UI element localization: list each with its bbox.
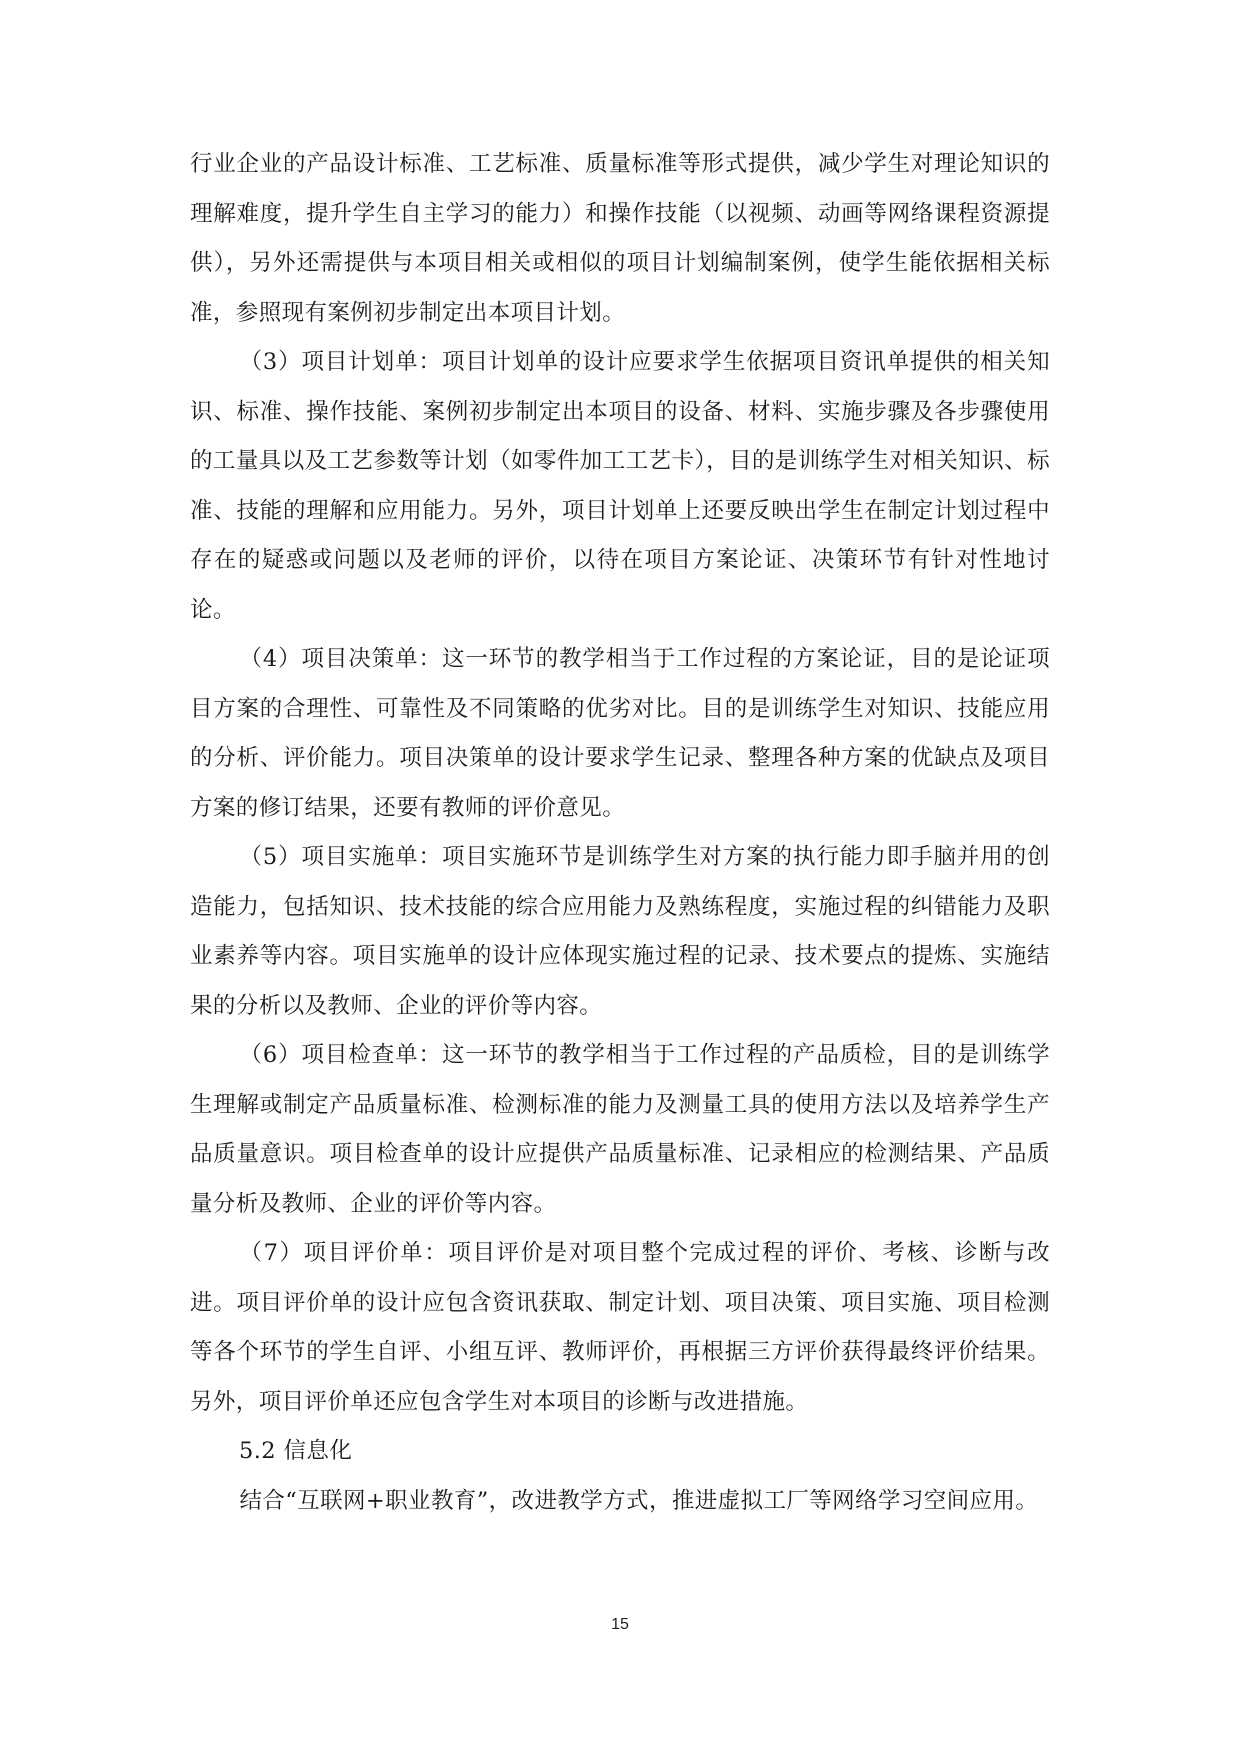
paragraph-informatization: 结合“互联网+职业教育”，改进教学方式，推进虚拟工厂等网络学习空间应用。 xyxy=(239,1487,1039,1514)
paragraph-project-evaluation-sheet: （7）项目评价单：项目评价是对项目整个完成过程的评价、考核、诊断与改进。项目评价单的设计应包含资讯获取、制定计划、项目决策、项目实施、项目检测等各个环节的学生自评、小组互评、教师评价，再根据三方评价获得最终评价结果。另外，项目评价单还应包含学生对本项目的诊断与改进措施。 xyxy=(190,1240,1050,1415)
paragraph-continued: 行业企业的产品设计标准、工艺标准、质量标准等形式提供，减少学生对理论知识的理解难度，提升学生自主学习的能力）和操作技能（以视频、动画等网络课程资源提供），另外还需提供与本项目相关或相似的项目计划编制案例，使学生能依据相关标准，参照现有案例初步制定出本项目计划。 xyxy=(190,151,1050,326)
paragraph-project-inspection-sheet: （6）项目检查单：这一环节的教学相当于工作过程的产品质检，目的是训练学生理解或制定产品质量标准、检测标准的能力及测量工具的使用方法以及培养学生产品质量意识。项目检查单的设计应提供产品质量标准、记录相应的检测结果、产品质量分析及教师、企业的评价等内容。 xyxy=(190,1042,1050,1217)
paragraph-project-decision-sheet: （4）项目决策单：这一环节的教学相当于工作过程的方案论证，目的是论证项目方案的合理性、可靠性及不同策略的优劣对比。目的是训练学生对知识、技能应用的分析、评价能力。项目决策单的设计要求学生记录、整理各种方案的优缺点及项目方案的修订结果，还要有教师的评价意见。 xyxy=(190,646,1050,821)
page-number: 15 xyxy=(611,1616,629,1633)
section-heading: 5.2 信息化 xyxy=(239,1438,353,1464)
paragraph-project-implementation-sheet: （5）项目实施单：项目实施环节是训练学生对方案的执行能力即手脑并用的创造能力，包括知识、技术技能的综合应用能力及熟练程度，实施过程的纠错能力及职业素养等内容。项目实施单的设计应体现实施过程的记录、技术要点的提炼、实施结果的分析以及教师、企业的评价等内容。 xyxy=(190,844,1050,1019)
paragraph-project-plan-sheet: （3）项目计划单：项目计划单的设计应要求学生依据项目资讯单提供的相关知识、标准、操作技能、案例初步制定出本项目的设备、材料、实施步骤及各步骤使用的工量具以及工艺参数等计划（如零件加工工艺卡），目的是训练学生对相关知识、标准、技能的理解和应用能力。另外，项目计划单上还要反映出学生在制定计划过程中存在的疑惑或问题以及老师的评价，以待在项目方案论证、决策环节有针对性地讨论。 xyxy=(190,349,1050,623)
page-body xyxy=(190,140,1050,1526)
